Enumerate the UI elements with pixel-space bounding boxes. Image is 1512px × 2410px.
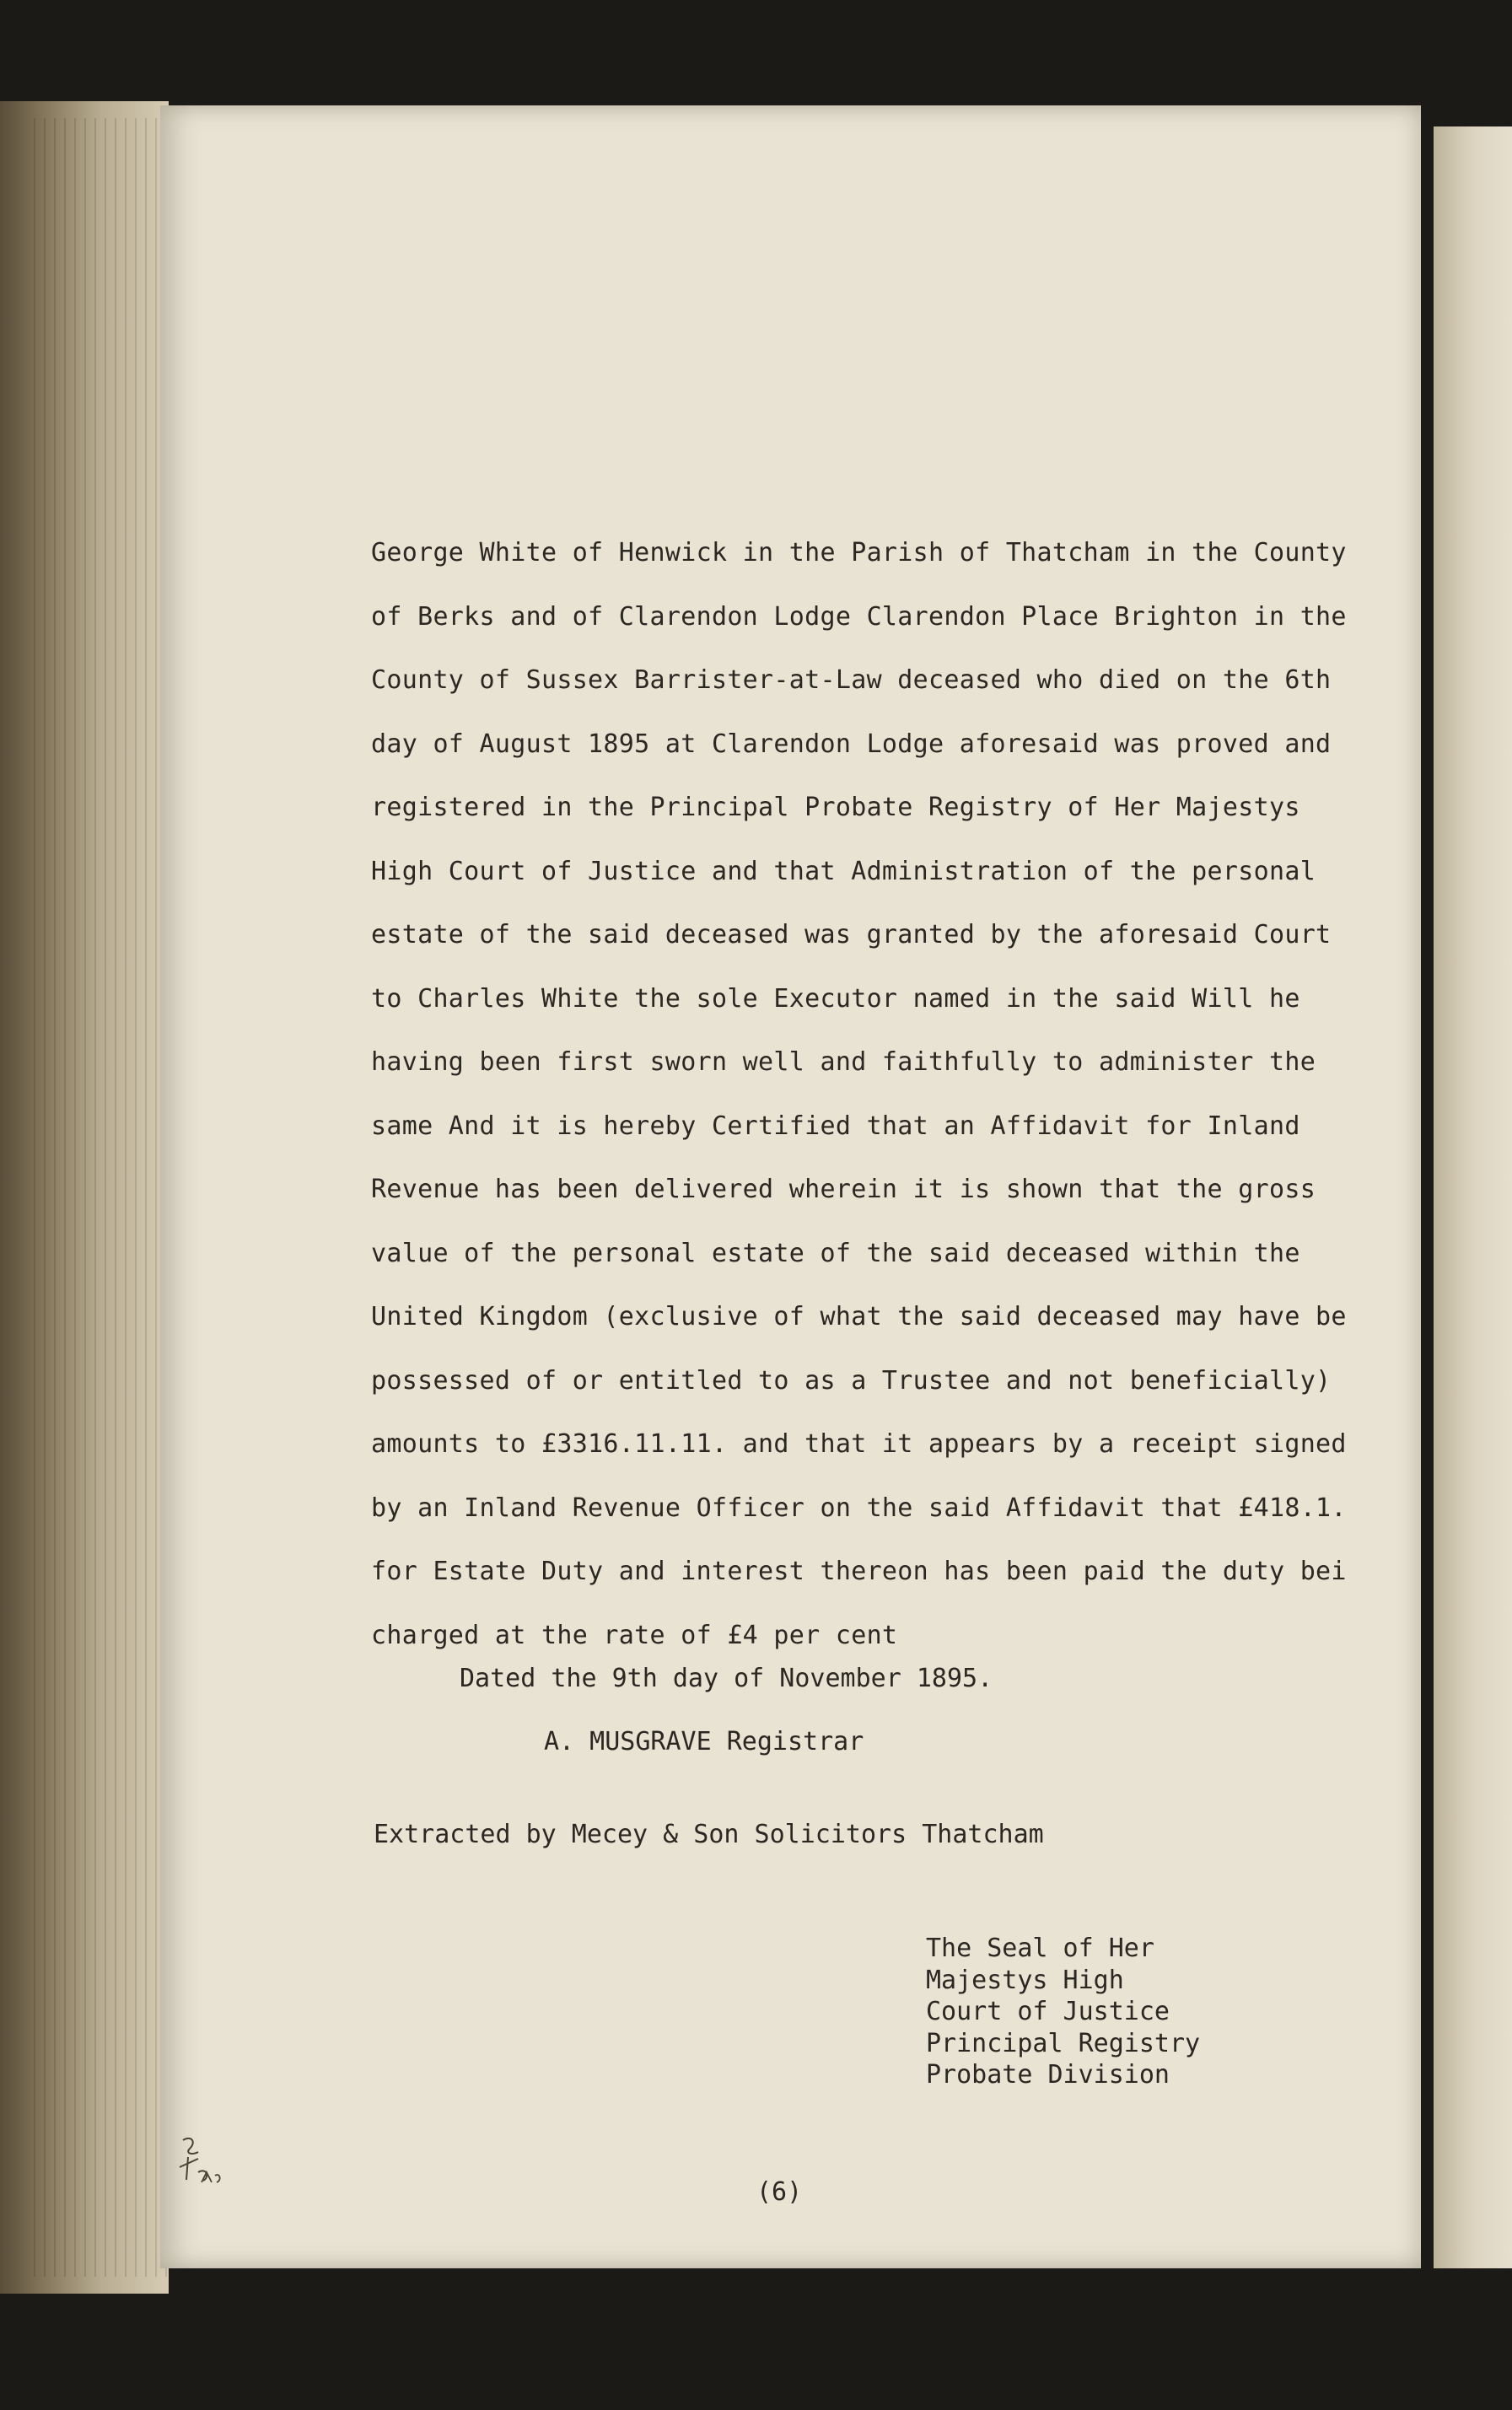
registrar-line: A. MUSGRAVE Registrar [544, 1727, 864, 1756]
body-line: same And it is hereby Certified that an Affidavit for Inland [371, 1111, 1300, 1141]
seal-line: Probate Division [926, 2060, 1170, 2090]
body-line: possessed of or entitled to as a Trustee and not beneficially) [371, 1365, 1332, 1396]
pencil-annotation [173, 2133, 232, 2201]
body-line: United Kingdom (exclusive of what the said deceased may have be [371, 1302, 1347, 1331]
body-line: estate of the said deceased was granted by the aforesaid Court [371, 920, 1332, 949]
body-line: County of Sussex Barrister-at-Law deceased who died on the 6th [371, 665, 1332, 695]
extracted-by-line: Extracted by Mecey & Son Solicitors Thatcham [374, 1820, 1044, 1849]
body-line: registered in the Principal Probate Registry of Her Majestys [371, 793, 1300, 822]
body-line: Revenue has been delivered wherein it is shown that the gross [371, 1175, 1316, 1204]
facing-page-edge [1434, 126, 1512, 2268]
seal-line: Principal Registry [926, 2028, 1201, 2058]
seal-line: The Seal of Her [926, 1934, 1154, 1963]
court-seal-block [926, 1933, 1200, 2091]
body-line: of Berks and of Clarendon Lodge Clarendon Place Brighton in the [371, 601, 1347, 632]
body-line: amounts to £3316.11.11. and that it appears by a receipt signed [371, 1429, 1347, 1459]
body-line: charged at the rate of £4 per cent [371, 1620, 898, 1650]
seal-line: Majestys High [926, 1965, 1124, 1995]
body-line: day of August 1895 at Clarendon Lodge aforesaid was proved and [371, 729, 1332, 759]
body-line: having been first sworn well and faithfully to administer the [371, 1047, 1316, 1077]
body-line: High Court of Justice and that Administration of the personal [371, 856, 1316, 886]
dated-line: Dated the 9th day of November 1895. [460, 1664, 993, 1693]
body-line: by an Inland Revenue Officer on the said Affidavit that £418.1. [371, 1493, 1347, 1523]
body-line: George White of Henwick in the Parish of Thatcham in the County [371, 538, 1347, 568]
seal-line: Court of Justice [926, 1997, 1170, 2026]
body-line: for Estate Duty and interest thereon has been paid the duty bei [371, 1557, 1347, 1586]
page-number: (6) [756, 2177, 803, 2207]
probate-body-text [371, 521, 1434, 1667]
body-line: to Charles White the sole Executor named in the said Will he [371, 983, 1300, 1014]
body-line: value of the personal estate of the said deceased within the [371, 1238, 1300, 1268]
page-stack-lines [34, 118, 169, 2277]
